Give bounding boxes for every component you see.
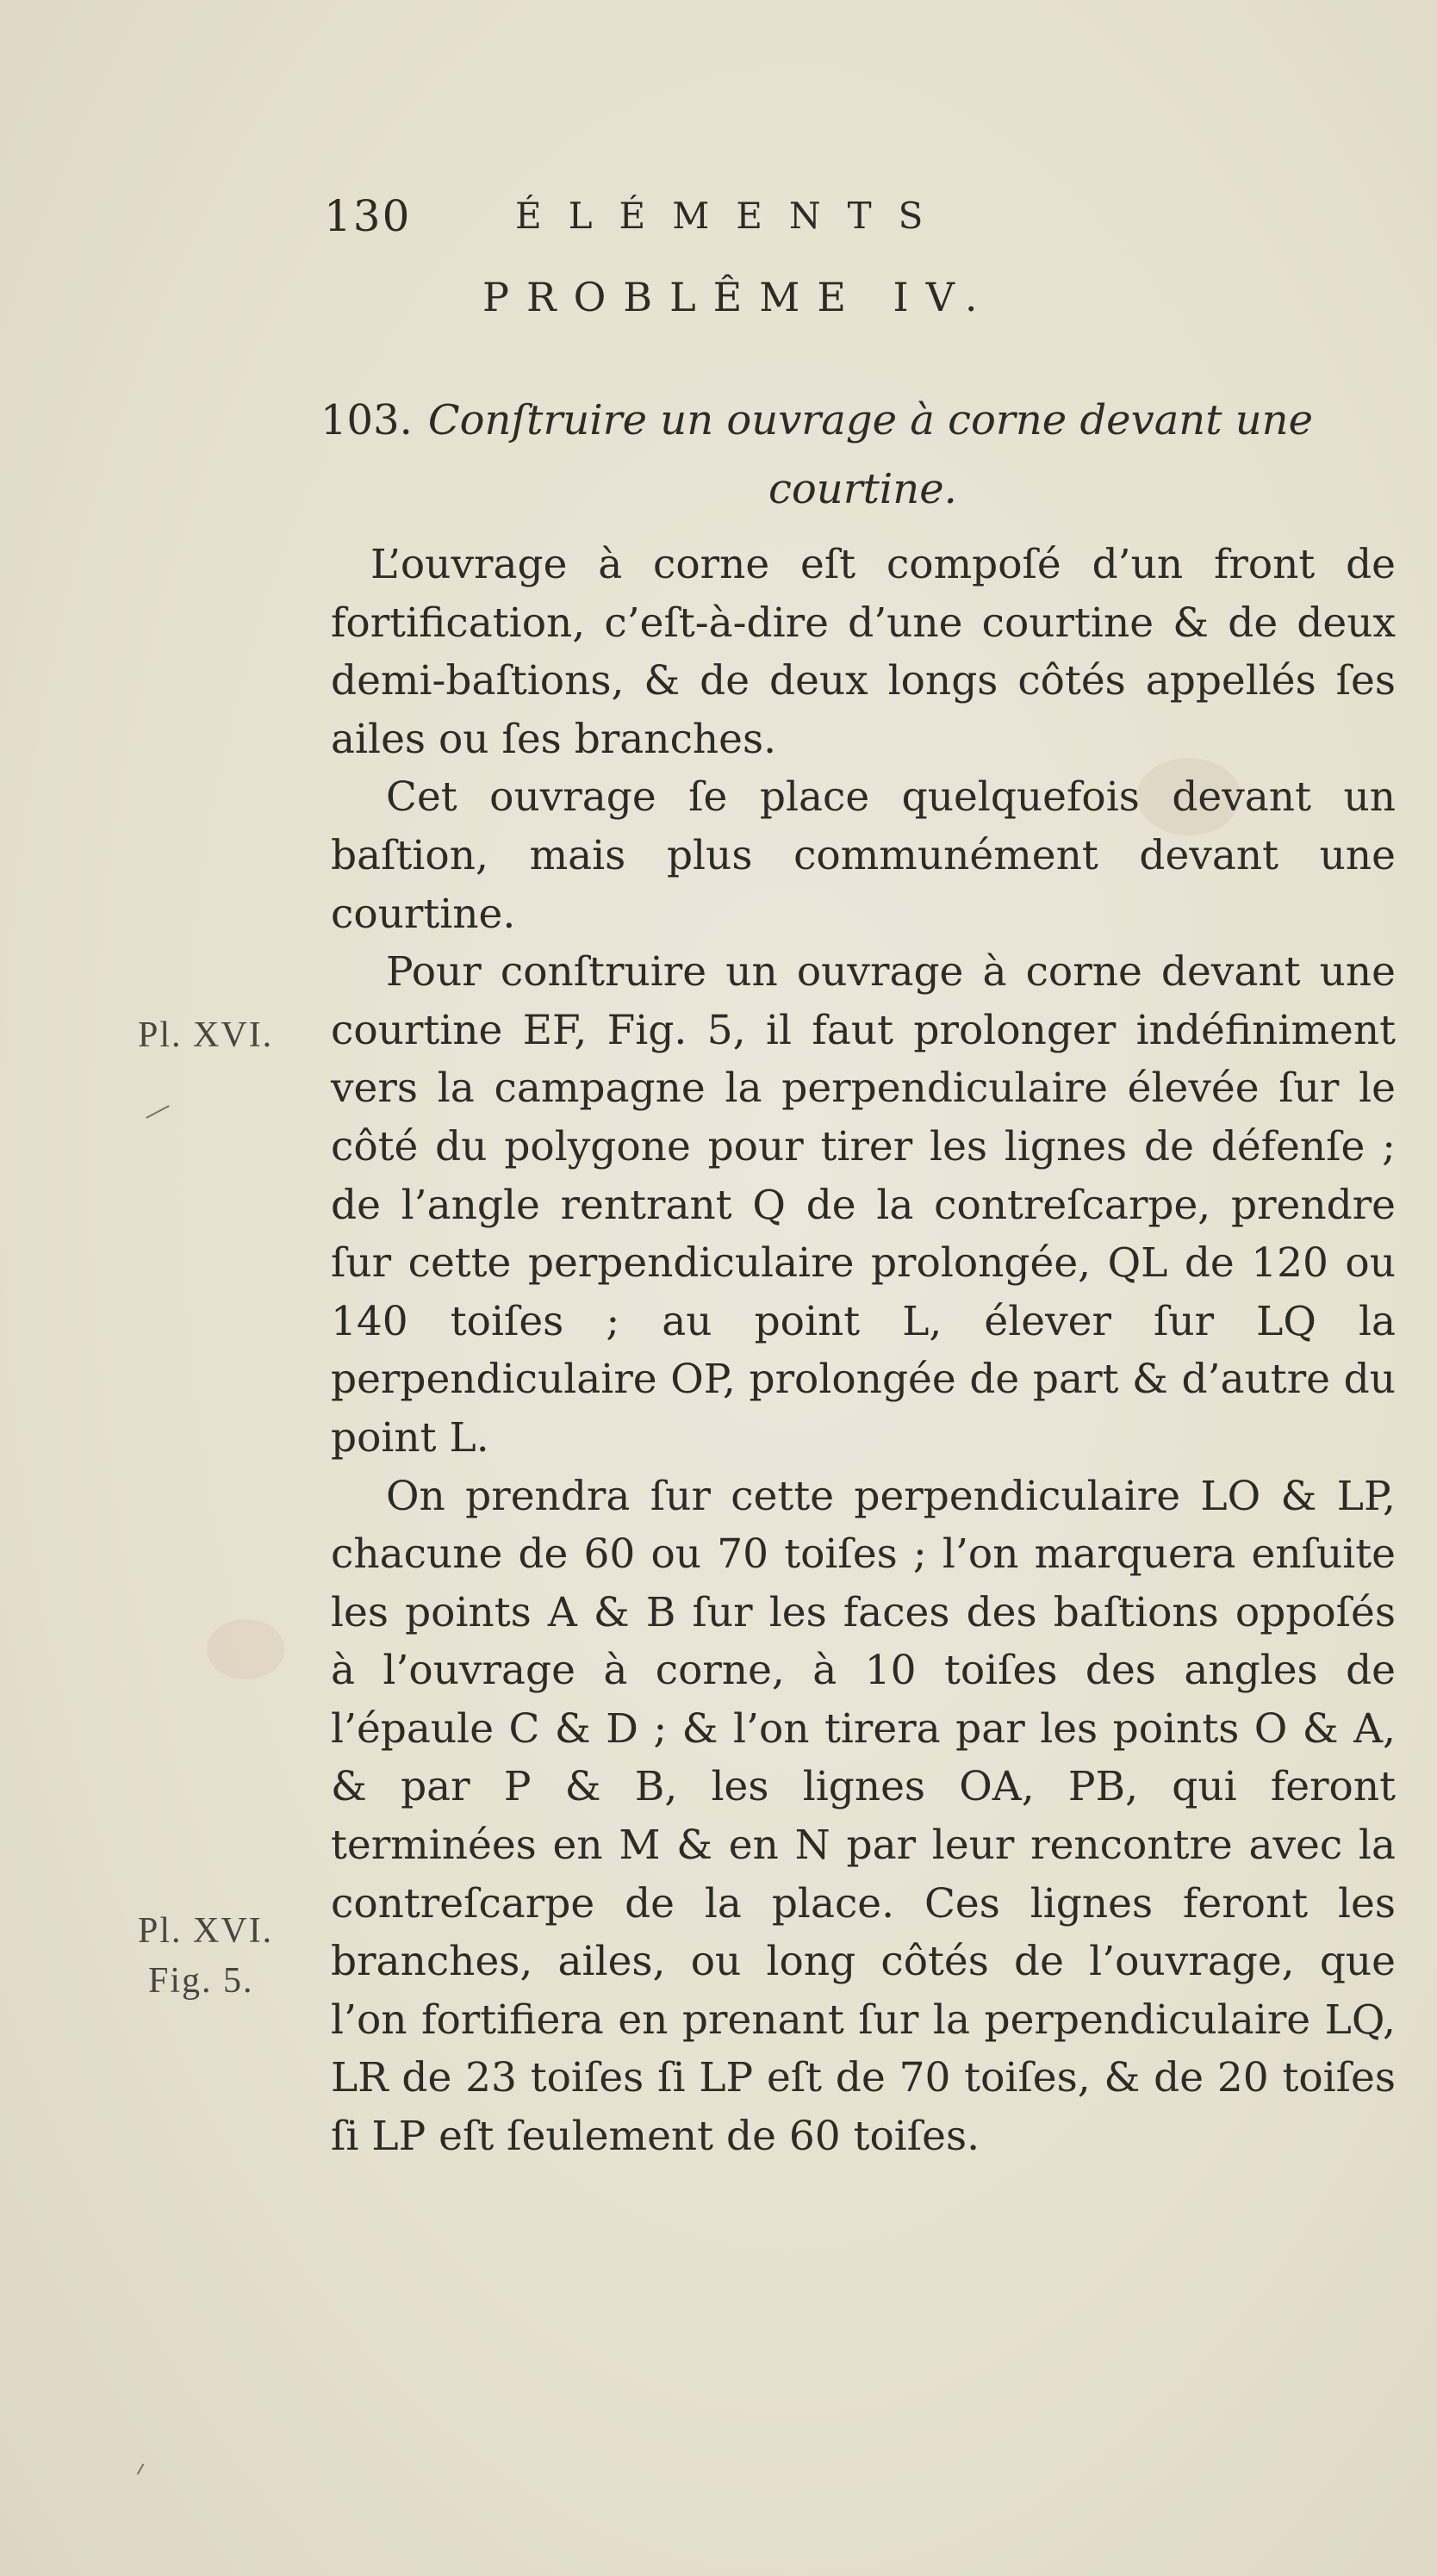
pencil-mark — [137, 2463, 145, 2474]
paragraph-3: Pour conſtruire un ouvrage à corne devant une courtine EF, Fig. 5, il faut prolonger indéfiniment vers la campagne la perpendiculaire élevée ſur le côté du polygone pour tirer les lignes de défenſe ; de l’angle rentrant Q de la contreſcarpe, prendre ſur cette perpendiculaire prolongée, QL de 120 ou 140 toiſes ; au point L, élever ſur LQ la perpendiculaire OP, prolongée de part & d’autre du point L. — [331, 948, 1396, 1462]
margin-note-plate: Pl. XVI. — [138, 1015, 274, 1055]
page-number: 130 — [324, 191, 412, 241]
running-header — [324, 191, 1185, 251]
running-title: ÉLÉMENTS — [515, 195, 950, 237]
statement-line-1: Conſtruire un ouvrage à corne devant une — [427, 396, 1313, 444]
pencil-mark — [146, 1105, 169, 1119]
problem-statement — [320, 386, 1406, 524]
paper-stain — [207, 1619, 284, 1679]
body-text — [331, 536, 1396, 2166]
paragraph-1: L’ouvrage à corne eſt compoſé d’un front de fortification, c’eſt-à-dire d’une courtine & de deux demi-baſtions, & de deux longs côtés appellés ſes ailes ou ſes branches. — [331, 541, 1396, 763]
paragraph-4: On prendra ſur cette perpendiculaire LO & LP, chacune de 60 ou 70 toiſes ; l’on marquera enſuite les points A & B ſur les faces des baſtions oppoſés à l’ouvrage à corne, à 10 toiſes des angles de l’épaule C & D ; & l’on tirera par les points O & A, & par P & B, les lignes OA, PB, qui feront terminées en M & en N par leur rencontre avec la contreſcarpe de la place. Ces lignes feront les branches, ailes, ou long côtés de l’ouvrage, que l’on fortifiera en prenant ſur la perpendiculaire LQ, LR de 23 toiſes ſi LP eſt de 70 toiſes, & de 20 toiſes ſi LP eſt ſeulement de 60 toiſes. — [331, 1472, 1396, 2161]
section-number: 103. — [320, 396, 413, 444]
margin-note-figure: Fig. 5. — [148, 1961, 254, 2001]
margin-note-plate-2: Pl. XVI. — [138, 1911, 274, 1951]
statement-line-2: courtine. — [768, 465, 957, 513]
paragraph-2: Cet ouvrage ſe place quelquefois devant un baſtion, mais plus communément devant une courtine. — [331, 773, 1396, 938]
problem-heading: PROBLÊME IV. — [482, 274, 995, 320]
